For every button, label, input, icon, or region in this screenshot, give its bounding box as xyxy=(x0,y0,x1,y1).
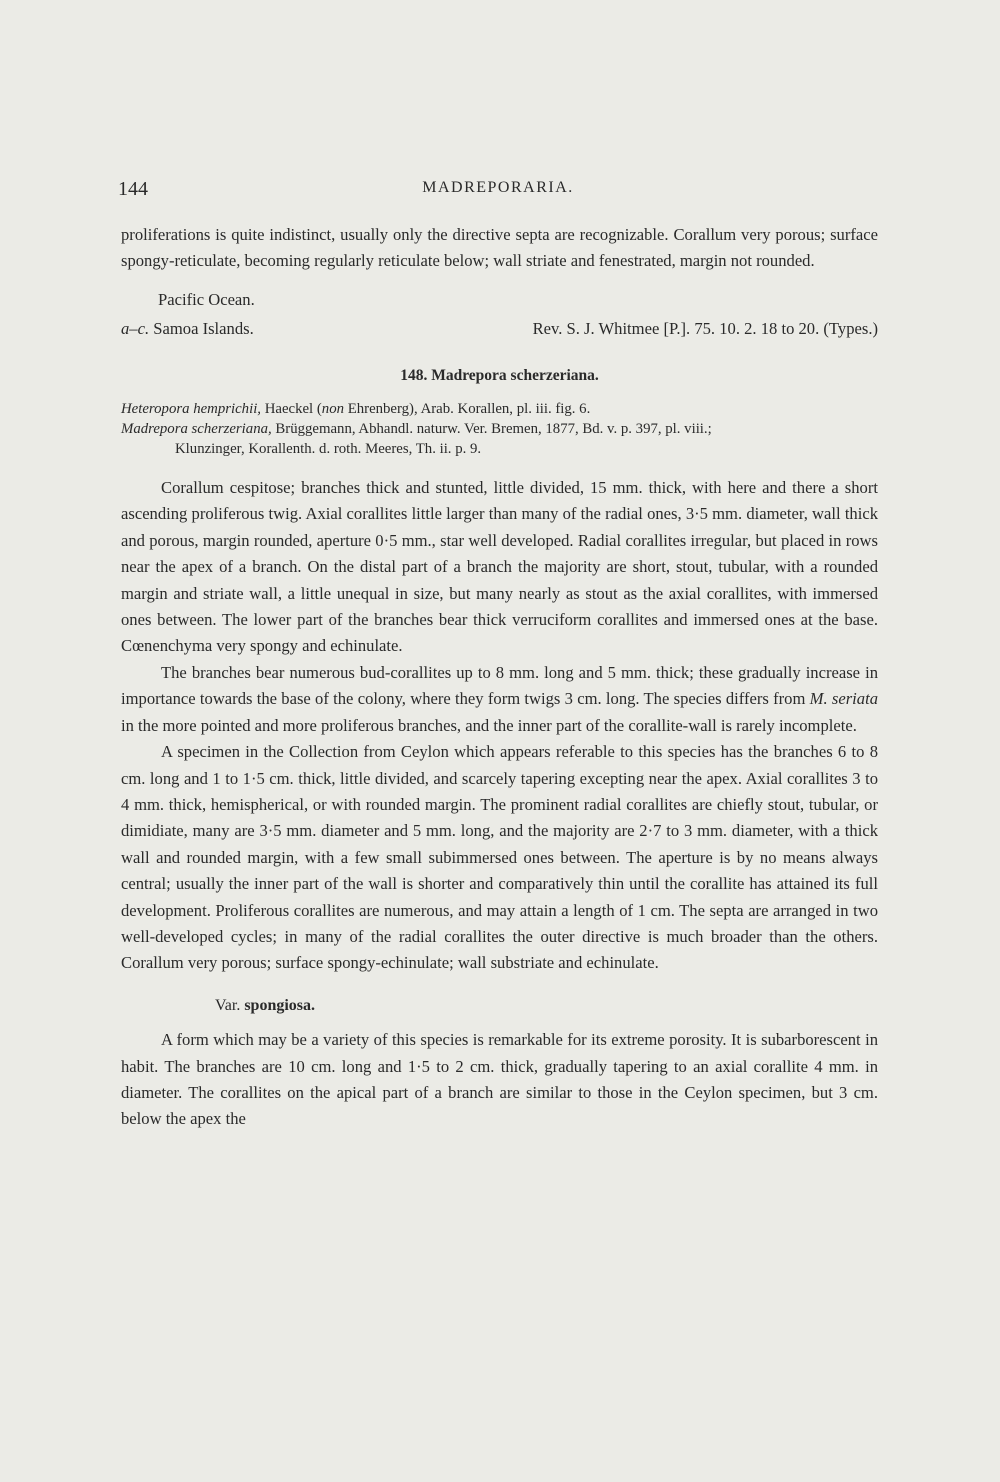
spacer xyxy=(121,459,878,475)
synonym-line xyxy=(121,399,878,419)
specimen-label: a–c. xyxy=(121,319,150,339)
description-paragraph xyxy=(121,660,878,739)
synonym-line xyxy=(121,419,878,439)
variety-name: spongiosa. xyxy=(244,996,316,1014)
specimen-row xyxy=(121,316,878,342)
synonym-continuation: Klunzinger, Korallenth. d. roth. Meeres, Th. ii. p. 9. xyxy=(175,441,482,458)
synonym-ref: Ehrenberg), Arab. Korallen, pl. iii. fig. 6. xyxy=(344,401,591,418)
text-run: The branches bear numerous bud-corallites up to 8 mm. long and 5 mm. thick; these gradually increase in importance towards the base of the colony, where they form twigs 3 cm. long. The species differs from xyxy=(121,662,878,709)
species-heading: 148. Madrepora scherzeriana. xyxy=(400,366,599,384)
synonym-ref: Brüggemann, Abhandl. naturw. Ver. Bremen, 1877, Bd. v. p. 397, pl. viii.; xyxy=(271,421,712,438)
description-paragraph: Corallum cespitose; branches thick and stunted, little divided, 15 mm. thick, with here and there a short ascending proliferous twig. Axial corallites little larger than many of the radial ones, 3·5 mm. diameter, wall thick and porous, margin rounded, aperture 0·5 mm., star well developed. Radial corallites irregular, but placed in rows near the apex of a branch. On the distal part of a branch the majority are short, stout, tubular, with a rounded margin and striate wall, a little unequal in size, but many nearly as stout as the axial corallites, with immersed ones between. The lower part of the branches bear thick verruciform corallites and immersed ones at the base. Cœnenchyma very spongy and echinulate. xyxy=(121,478,878,656)
description-paragraph: A specimen in the Collection from Ceylon which appears referable to this species has the branches 6 to 8 cm. long and 1 to 1·5 cm. thick, little divided, and scarcely tapering excepting near the apex. Axial corallites 3 to 4 mm. thick, hemispherical, or with rounded margin. The prominent radial corallites are chiefly stout, tubular, or dimidiate, many are 3·5 mm. diameter and 5 mm. long, and the majority are 2·7 to 3 mm. diameter, with a thick wall and rounded margin, with a few small subimmersed ones between. The aperture is by no means always central; usually the inner part of the wall is shorter and comparatively thin until the corallite has attained its full development. Proliferous corallites are numerous, and may attain a length of 1 cm. The septa are arranged in two well-developed cycles; in many of the radial corallites the outer directive is much broader than the others. Corallum very porous; surface spongy-echinulate; wall substriate and echinulate. xyxy=(121,742,878,973)
synonym-ref: Haeckel ( xyxy=(261,401,322,418)
specimen-place: Samoa Islands. xyxy=(153,319,254,339)
running-title: MADREPORARIA. xyxy=(422,179,574,196)
page-number: 144 xyxy=(118,178,148,200)
specimen-left xyxy=(121,316,361,342)
intro-paragraph: proliferations is quite indistinct, usually only the directive septa are recognizable. Corallum very porous; surface spongy-reticulate, becoming regularly reticulate below; wall striate and fenestrated, margin not rounded. xyxy=(121,225,878,271)
variety-heading xyxy=(121,993,878,1019)
variety-prefix: Var. xyxy=(215,996,245,1014)
synonym-taxon: Madrepora scherzeriana, xyxy=(121,421,272,438)
specimen-info: Rev. S. J. Whitmee [P.]. 75. 10. 2. 18 to 20. (Types.) xyxy=(532,319,878,339)
text-run: in the more pointed and more proliferous branches, and the inner part of the corallite-wall is rarely incomplete. xyxy=(121,715,857,735)
page-body xyxy=(121,222,878,1133)
locality: Pacific Ocean. xyxy=(158,289,255,309)
synonym-taxon: Heteropora hemprichii, xyxy=(121,401,261,418)
synonym-non: non xyxy=(321,401,344,418)
running-header xyxy=(118,178,878,206)
description-paragraph: A form which may be a variety of this species is remarkable for its extreme porosity. It is subarborescent in habit. The branches are 10 cm. long and 1·5 to 2 cm. thick, gradually tapering to an axial corallite 4 mm. in diameter. The corallites on the apical part of a branch are similar to those in the Ceylon specimen, but 3 cm. below the apex the xyxy=(121,1030,878,1129)
species-reference: M. seriata xyxy=(809,689,878,709)
